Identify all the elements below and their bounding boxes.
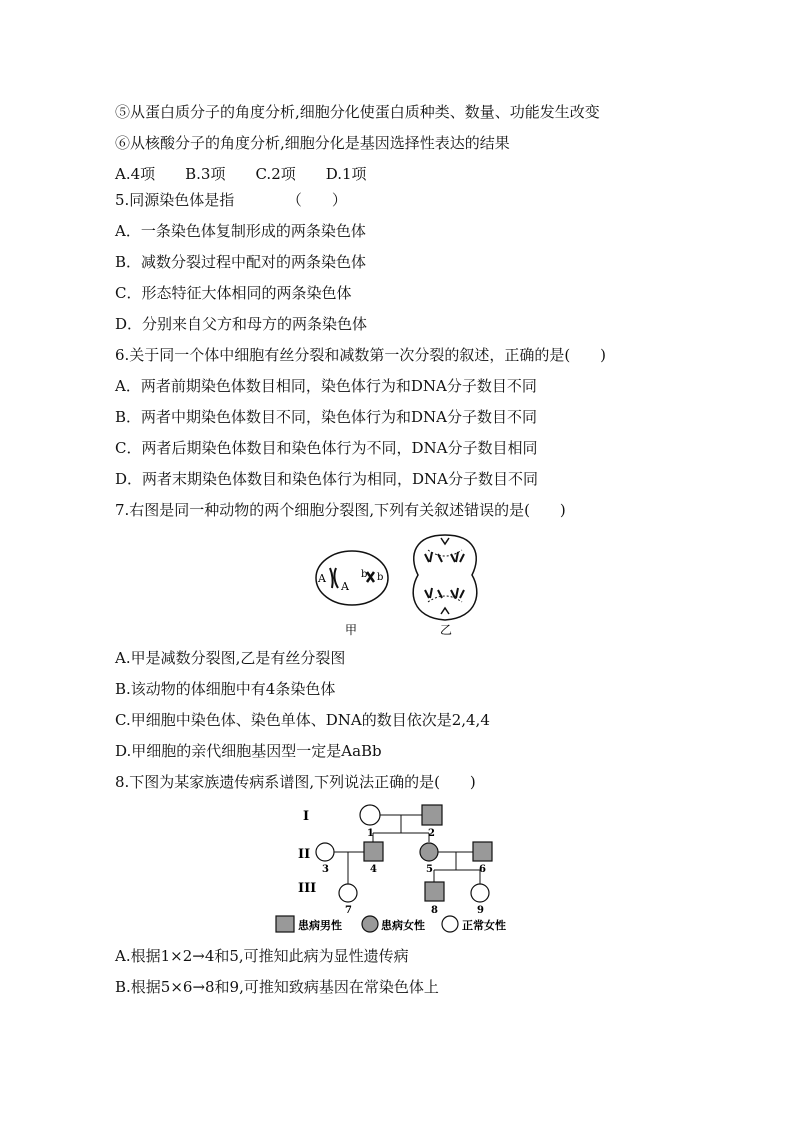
option-b: B.根据5×6→8和9,可推知致病基因在常染色体上 <box>115 978 439 996</box>
gene-label: b <box>377 572 384 583</box>
cell-division-figure <box>310 530 500 640</box>
option-c: C.甲细胞中染色体、染色单体、DNA的数目依次是2,4,4 <box>115 711 490 729</box>
individual-2 <box>422 805 442 825</box>
generation-label: III <box>298 881 317 896</box>
pedigree-chart <box>270 800 550 936</box>
legend-affected-female-icon <box>362 916 378 932</box>
id-label: 5 <box>426 864 433 875</box>
option-b: B．两者中期染色体数目不同，染色体行为和DNA分子数目不同 <box>115 408 538 426</box>
individual-8 <box>425 882 444 901</box>
chromosome <box>367 572 374 582</box>
text-line: ⑥从核酸分子的角度分析,细胞分化是基因选择性表达的结果 <box>115 134 510 152</box>
text-line: A.4项 B.3项 C.2项 D.1项 <box>115 165 367 183</box>
generation-label: II <box>298 847 311 862</box>
question-5: 5.同源染色体是指 （ ） <box>115 191 347 209</box>
legend-label: 患病女性 <box>381 919 425 932</box>
legend-label: 患病男性 <box>298 919 342 932</box>
gene-label: A <box>341 580 349 593</box>
option-c: C．两者后期染色体数目和染色体行为不同，DNA分子数目相同 <box>115 439 538 457</box>
option-b: B．减数分裂过程中配对的两条染色体 <box>115 253 367 271</box>
id-label: 6 <box>479 864 486 875</box>
individual-9 <box>471 884 489 902</box>
individual-4 <box>364 842 383 861</box>
option-a: A．两者前期染色体数目相同，染色体行为和DNA分子数目不同 <box>115 377 537 395</box>
label-jia: 甲 <box>345 623 358 637</box>
text-line: ⑤从蛋白质分子的角度分析,细胞分化使蛋白质种类、数量、功能发生改变 <box>115 103 600 121</box>
chromosomes-upper <box>425 552 464 562</box>
option-c: C．形态特征大体相同的两条染色体 <box>115 284 352 302</box>
option-a: A.根据1×2→4和5,可推知此病为显性遗传病 <box>115 947 409 965</box>
chromosome <box>330 568 338 588</box>
question-6: 6.关于同一个体中细胞有丝分裂和减数第一次分裂的叙述，正确的是( ) <box>115 346 607 364</box>
centrosome <box>441 538 449 614</box>
individual-5 <box>420 843 438 861</box>
generation-label: I <box>303 809 310 824</box>
individual-6 <box>473 842 492 861</box>
individual-7 <box>339 884 357 902</box>
legend-normal-female-icon <box>442 916 458 932</box>
question-8: 8.下图为某家族遗传病系谱图,下列说法正确的是( ) <box>115 773 476 791</box>
id-label: 2 <box>428 828 435 839</box>
legend-affected-male-icon <box>276 916 294 932</box>
id-label: 4 <box>370 864 377 875</box>
option-d: D．分别来自父方和母方的两条染色体 <box>115 315 368 333</box>
individual-3 <box>316 843 334 861</box>
option-a: A．一条染色体复制形成的两条染色体 <box>115 222 366 240</box>
gene-label: A <box>318 572 326 585</box>
gene-label: b <box>361 569 368 580</box>
option-d: D.甲细胞的亲代细胞基因型一定是AaBb <box>115 742 382 760</box>
option-b: B.该动物的体细胞中有4条染色体 <box>115 680 336 698</box>
id-label: 8 <box>431 905 438 916</box>
id-label: 7 <box>345 905 352 916</box>
individual-1 <box>360 805 380 825</box>
legend-label: 正常女性 <box>462 919 506 932</box>
option-d: D．两者末期染色体数目和染色体行为相同，DNA分子数目不同 <box>115 470 539 488</box>
id-label: 9 <box>477 905 484 916</box>
id-label: 1 <box>367 828 374 839</box>
question-7: 7.右图是同一种动物的两个细胞分裂图,下列有关叙述错误的是( ) <box>115 501 566 519</box>
label-yi: 乙 <box>440 623 453 637</box>
option-a: A.甲是减数分裂图,乙是有丝分裂图 <box>115 649 346 667</box>
id-label: 3 <box>322 864 329 875</box>
